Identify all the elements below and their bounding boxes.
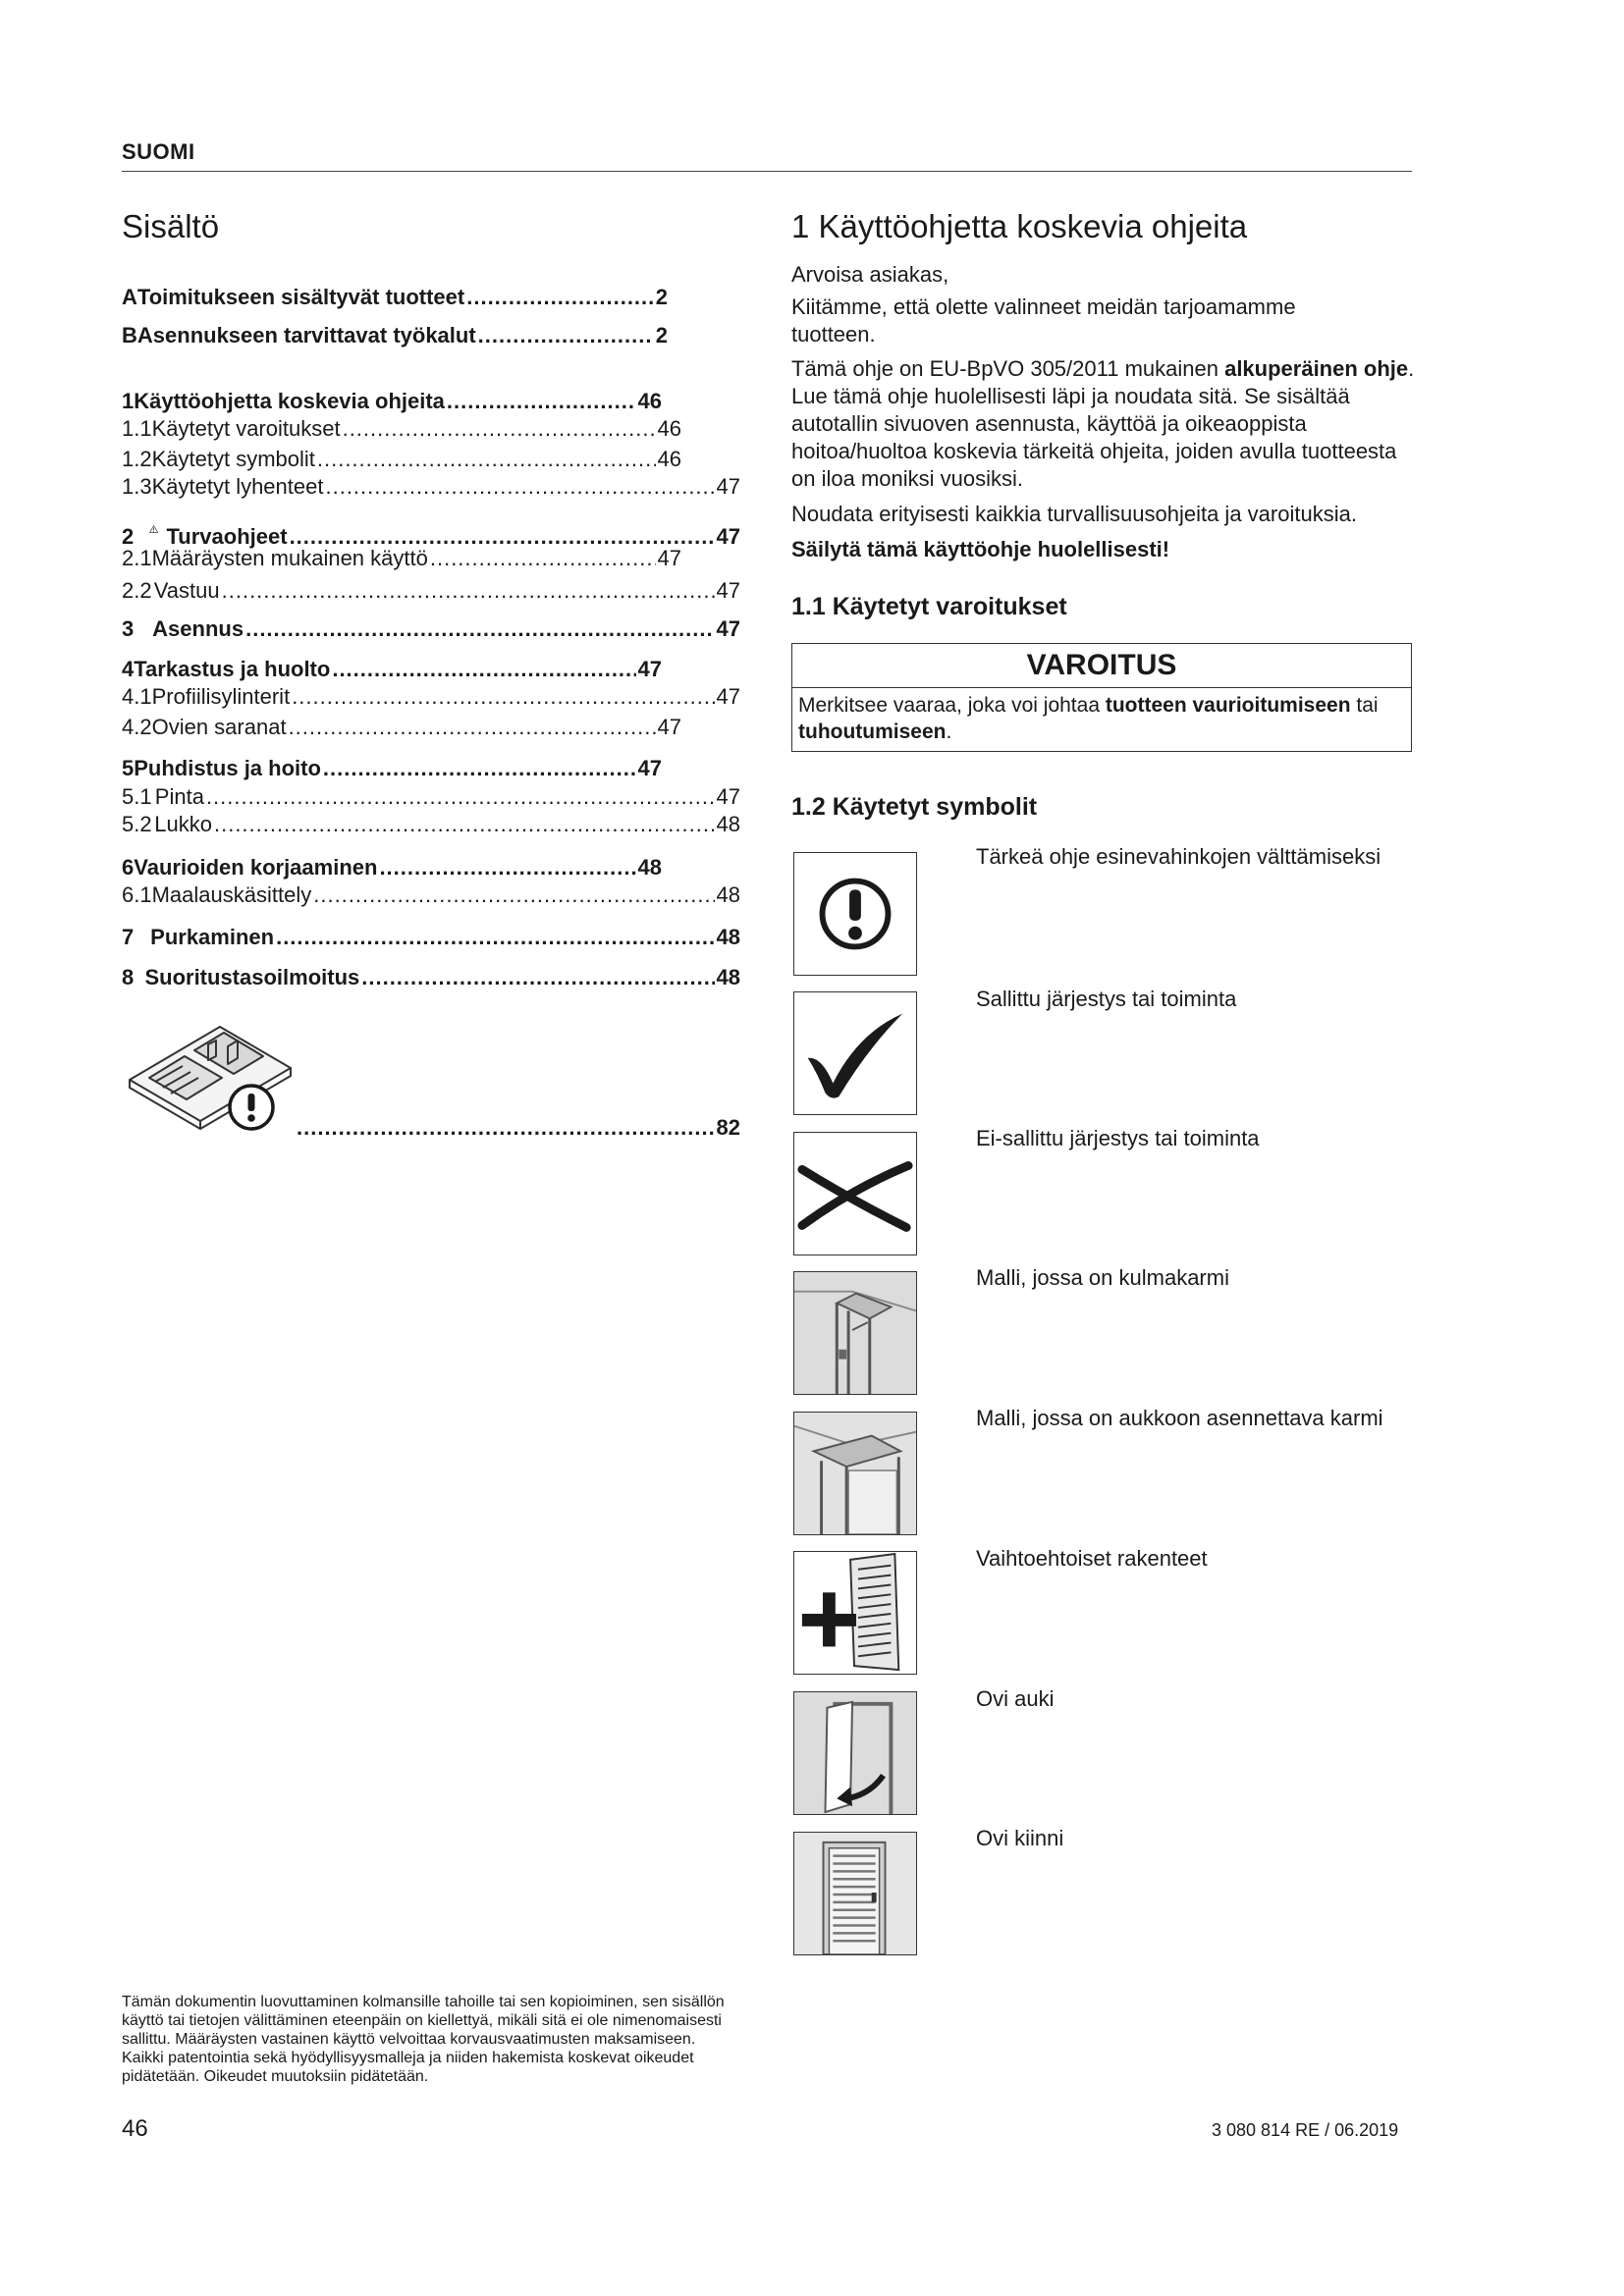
symbol-label: Vaihtoehtoiset rakenteet xyxy=(976,1546,1208,1571)
checkmark-icon xyxy=(793,991,917,1115)
door-illustration-icon xyxy=(126,1017,298,1143)
document-id: 3 080 814 RE / 06.2019 xyxy=(1212,2120,1399,2140)
toc-entry[interactable]: 5.2 Lukko ..... 48 xyxy=(122,812,740,837)
copyright-notice: Tämän dokumentin luovuttaminen kolmansille tahoille tai sen kopioiminen, sen sisällön käyttö tai tietojen välittäminen eteenpäin on kiellettyä, mikäli sitä ei ole nimenomaisesti sallittu. Määräysten vastainen käyttö velvoittaa korvausvaatimusten maksamiseen. Kaikki patentointia sekä hyödyllisyysmalleja ja niiden hakemista koskevat oikeudet pidätetään. Oikeudet muutoksiin pidätetään. xyxy=(122,1994,725,2085)
toc-entry[interactable]: 6 Vaurioiden korjaaminen ..... 48 xyxy=(122,855,662,881)
toc-entry[interactable]: 4.2 Ovien saranat ..... 47 xyxy=(122,715,681,740)
toc-title: Sisältö xyxy=(122,208,220,244)
warning-box-text: Merkitsee vaaraa, joka voi johtaa tuotteen vaurioitumiseen tai tuhoutumiseen. xyxy=(798,694,1379,743)
toc-entry[interactable]: 4.1 Profiilisylinterit ..... 47 xyxy=(122,684,740,710)
page-number: 46 xyxy=(122,2115,148,2142)
toc-entry[interactable]: 3 Asennus ..... 47 xyxy=(122,616,740,642)
safety-note: Noudata erityisesti kaikkia turvallisuusohjeita ja varoituksia. xyxy=(791,502,1357,526)
toc-entry[interactable]: 5 Puhdistus ja hoito ..... 47 xyxy=(122,756,662,781)
toc-entry[interactable]: 5.1 Pinta ..... 47 xyxy=(122,784,740,810)
warning-box-header: VAROITUS xyxy=(792,644,1411,688)
section-1-2-title: 1.2 Käytetyt symbolit xyxy=(791,793,1038,821)
toc-entry[interactable]: 1 Käyttöohjetta koskevia ohjeita ..... 46 xyxy=(122,389,662,414)
toc-entry[interactable]: 2 Turvaohjeet ..... 47 xyxy=(122,514,740,550)
toc-entry[interactable]: 8 Suoritustasoilmoitus ..... 48 xyxy=(122,965,740,990)
warning-triangle-icon xyxy=(149,514,158,544)
language-label: SUOMI xyxy=(122,139,195,164)
symbol-label: Ovi kiinni xyxy=(976,1826,1064,1850)
corner-frame-icon xyxy=(793,1271,917,1395)
toc-entry[interactable]: 2.1 Määräysten mukainen käyttö ..... 47 xyxy=(122,546,681,571)
symbol-label: Ovi auki xyxy=(976,1686,1055,1711)
thanks-text: Kiitämme, että olette valinneet meidän tarjoamamme tuotteen. xyxy=(791,294,1296,347)
toc-figure-ref[interactable]: ..... 82 xyxy=(295,1115,740,1141)
toc-entry[interactable]: 4 Tarkastus ja huolto ..... 47 xyxy=(122,657,662,682)
toc-entry[interactable]: 1.3 Käytetyt lyhenteet ..... 47 xyxy=(122,474,740,500)
important-note-icon xyxy=(793,852,917,976)
toc-entry[interactable]: 2.2 Vastuu ..... 47 xyxy=(122,578,740,604)
symbol-label: Ei-sallittu järjestys tai toiminta xyxy=(976,1126,1260,1150)
symbol-label: Malli, jossa on kulmakarmi xyxy=(976,1265,1229,1290)
toc-entry[interactable]: 1.1 Käytetyt varoitukset ..... 46 xyxy=(122,416,681,442)
toc-entry[interactable]: 7 Purkaminen ..... 48 xyxy=(122,925,740,950)
toc-entry[interactable]: A Toimitukseen sisältyvät tuotteet ..... 2 xyxy=(122,285,668,310)
door-closed-icon xyxy=(793,1832,917,1955)
section-1-1-title: 1.1 Käytetyt varoitukset xyxy=(791,593,1067,620)
greeting-text: Arvoisa asiakas, xyxy=(791,262,949,287)
toc-entry[interactable]: 6.1 Maalauskäsittely ..... 48 xyxy=(122,882,740,908)
warning-box xyxy=(791,643,1412,752)
table-of-contents xyxy=(122,0,740,1178)
intro-paragraph: Tämä ohje on EU-BpVO 305/2011 mukainen alkuperäinen ohje. Lue tämä ohje huolellisesti läpi ja noudata sitä. Se sisältää autotallin sivuoven asennusta, käyttöä ja oikeaoppista hoitoa/huoltoa koskevia tärkeitä ohjeita, joiden avulla tuotteesta on iloa moniksi vuosiksi. xyxy=(791,356,1415,491)
toc-entry[interactable]: B Asennukseen tarvittavat työkalut ..... 2 xyxy=(122,323,668,348)
symbol-label: Malli, jossa on aukkoon asennettava karmi xyxy=(976,1406,1383,1430)
section-1-title: 1 Käyttöohjetta koskevia ohjeita xyxy=(791,208,1248,244)
alternative-construction-icon xyxy=(793,1551,917,1675)
keep-manual-note: Säilytä tämä käyttöohje huolellisesti! xyxy=(791,537,1170,561)
symbol-label: Sallittu järjestys tai toiminta xyxy=(976,987,1237,1011)
symbol-label: Tärkeä ohje esinevahinkojen välttämiseksi xyxy=(976,844,1381,869)
door-open-icon xyxy=(793,1691,917,1815)
toc-entry[interactable]: 1.2 Käytetyt symbolit ..... 46 xyxy=(122,447,681,472)
opening-frame-icon xyxy=(793,1412,917,1535)
cross-icon xyxy=(793,1132,917,1255)
